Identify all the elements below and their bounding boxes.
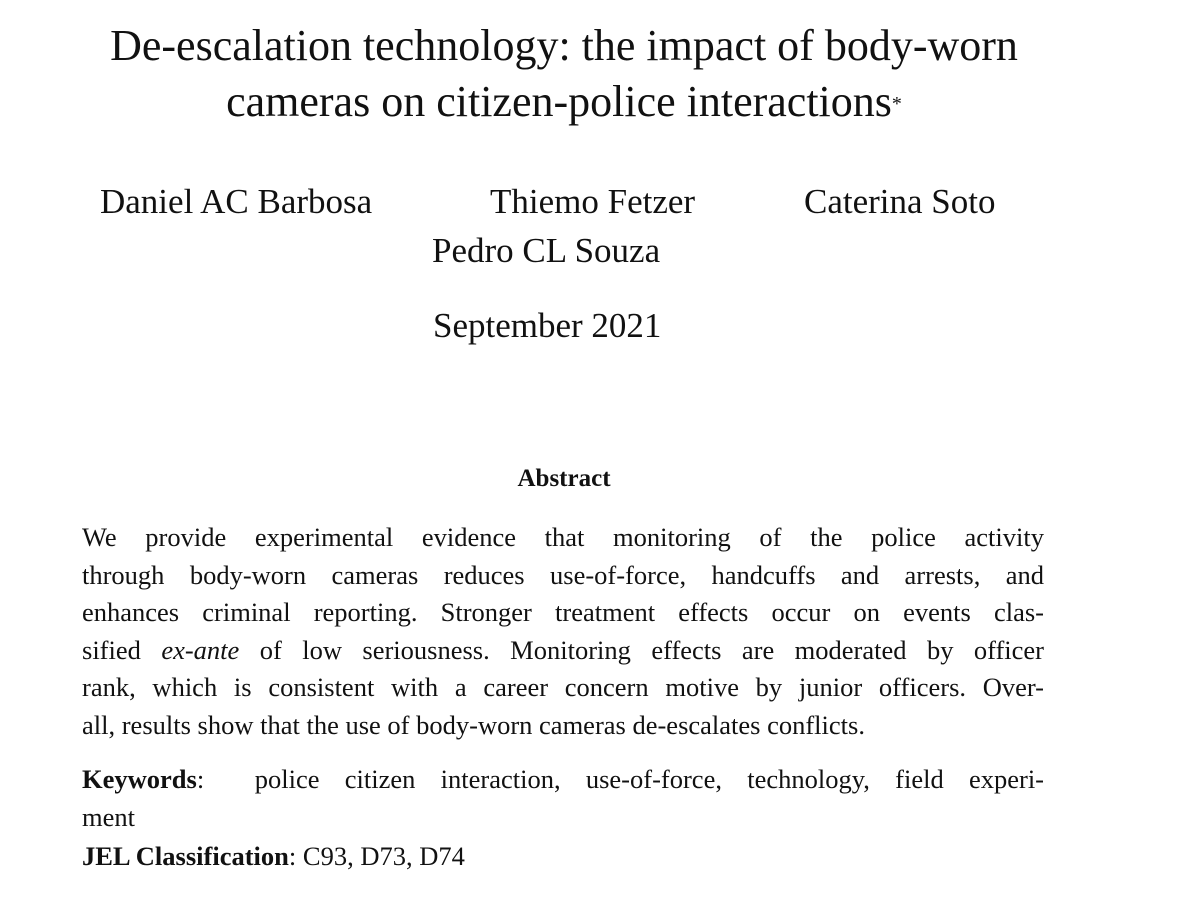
keywords-list: police citizen interaction, use-of-force, technology, field experi- (254, 764, 1045, 794)
title-line-1: De-escalation technology: the impact of body-worn (110, 21, 1018, 70)
jel-separator: : (288, 841, 297, 871)
jel-codes: C93, D73, D74 (302, 841, 465, 871)
jel-label: JEL Classification (82, 841, 289, 871)
keywords (82, 761, 1044, 836)
abstract-heading: Abstract (517, 465, 611, 492)
title-line-2: cameras on citizen-police interactions (226, 77, 892, 126)
abstract-line: through body-worn cameras reduces use-of-force, handcuffs and arrests, and (82, 559, 1044, 590)
abstract-line: rank, which is consistent with a career concern motive by junior officers. Over- (82, 672, 1044, 703)
abstract-line-part: of low seriousness. Monitoring effects are moderated by officer (239, 634, 1044, 665)
paper-title (0, 18, 1128, 130)
abstract-line (82, 632, 1044, 670)
abstract-line: We provide experimental evidence that monitoring of the police activity (82, 522, 1044, 552)
publication-date: September 2021 (433, 306, 662, 345)
author-name: Pedro CL Souza (432, 231, 661, 270)
keywords-separator: : (196, 764, 205, 794)
keywords-line (82, 761, 1044, 799)
author-name: Caterina Soto (804, 182, 996, 221)
abstract-emphasis: ex-ante (161, 634, 240, 665)
abstract-line: all, results show that the use of body-worn cameras de-escalates conflicts. (82, 709, 865, 740)
keywords-line-continued: ment (82, 801, 135, 832)
author-name: Daniel AC Barbosa (100, 182, 373, 221)
title-footnote-mark: * (891, 93, 902, 115)
abstract-line-part: sified (82, 634, 162, 665)
abstract-line: enhances criminal reporting. Stronger treatment effects occur on events clas- (82, 597, 1044, 628)
author-name: Thiemo Fetzer (490, 182, 696, 221)
jel-classification (82, 838, 465, 876)
abstract-text (82, 519, 1044, 745)
keywords-label: Keywords (82, 764, 197, 794)
